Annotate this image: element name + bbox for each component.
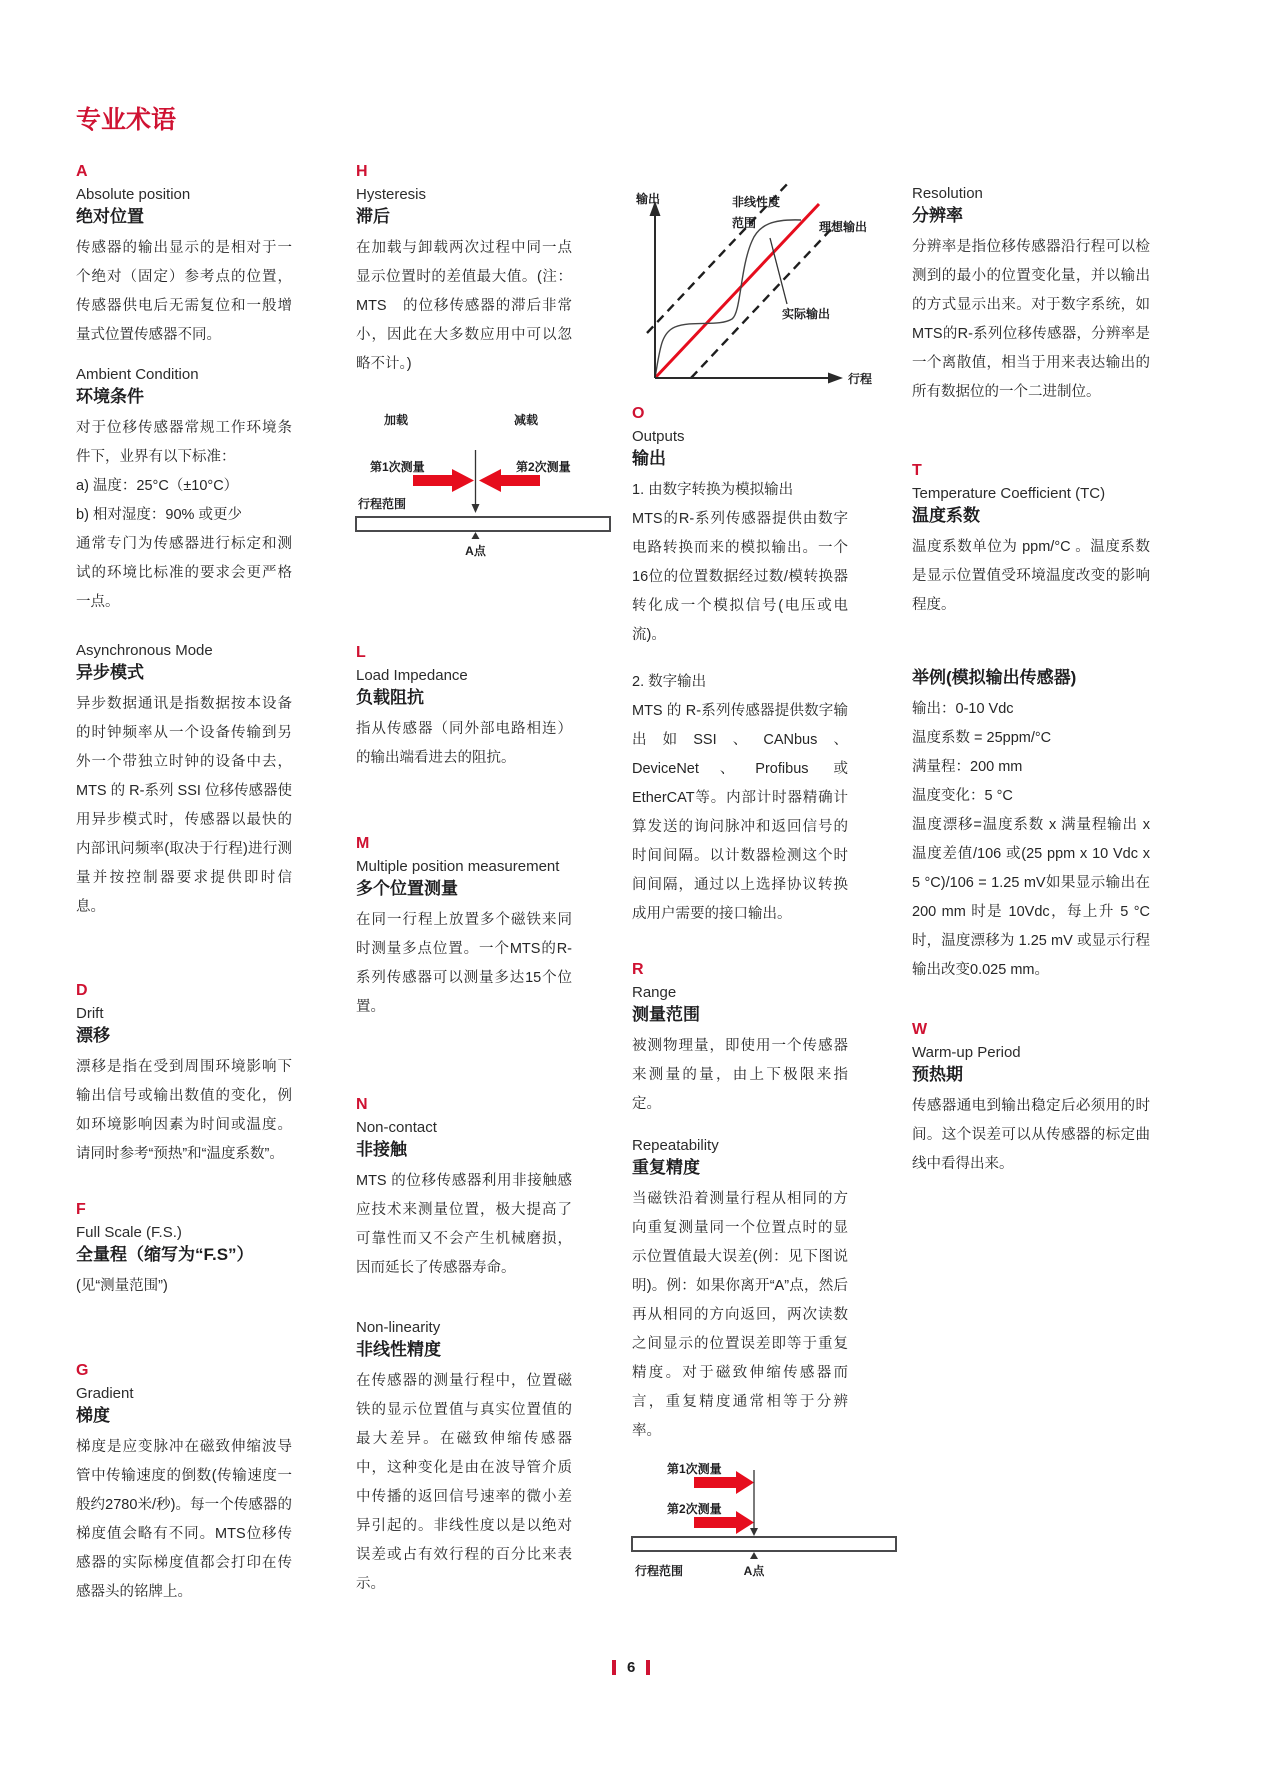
non-linearity-chart (634, 156, 888, 400)
point-a-label: A点 (743, 1564, 765, 1578)
footer-bar-icon (612, 1660, 616, 1675)
paragraph: 梯度是应变脉冲在磁致伸缩波导管中传输速度的倒数(传输速度一般约2780米/秒)。每一个传感器的梯度值会略有不同。MTS位移传感器的实际梯度值都会打印在传感器头的铭牌上。 (76, 1439, 292, 1600)
paragraph: 分辨率是指位移传感器沿行程可以检测到的最小的位置变化量，并以输出的方式显示出来。对于数字系统，如 MTS的R-系列位移传感器，分辨率是一个离散值，相当于用来表达输出的所有数据位的一个二进制位。 (912, 239, 1150, 400)
term-en: Multiple position measurement (356, 858, 560, 875)
index-letter: M (356, 835, 370, 852)
point-a-label: A点 (465, 544, 486, 558)
index-letter: R (632, 961, 644, 978)
paragraph: 温度系数单位为 ppm/°C 。温度系数是显示位置值受环境温度改变的影响程度。 (912, 539, 1150, 613)
section-full-scale (76, 1201, 292, 1301)
section-load-impedance (356, 644, 572, 773)
paragraph: 满量程：200 mm (912, 759, 1023, 775)
section-hysteresis (356, 163, 572, 379)
non-linearity-chart-svg (634, 156, 888, 400)
right-arrow-icon (694, 1517, 736, 1528)
term-en: Absolute position (76, 186, 191, 203)
x-axis-label: 行程 (848, 372, 873, 386)
term-cn: 滞后 (356, 207, 390, 226)
column-2 (356, 163, 572, 1599)
term-cn: 分辨率 (912, 206, 963, 225)
page-number: 6 (627, 1659, 636, 1676)
paragraph: (见“测量范围”) (76, 1278, 168, 1294)
term-en: Drift (76, 1005, 104, 1022)
term-cn: 重复精度 (632, 1158, 700, 1177)
section-repeatability (632, 1137, 848, 1446)
section-drift (76, 982, 292, 1169)
section-gradient (76, 1362, 292, 1607)
left-arrow-icon (479, 469, 501, 492)
term-cn: 非线性精度 (356, 1340, 441, 1359)
term-en: Ambient Condition (76, 366, 199, 383)
paragraph: 在加载与卸载两次过程中同一点显示位置时的差值最大值。(注：MTS 的位移传感器的滞后非常小，因此在大多数应用中可以忽略不计。) (356, 240, 572, 372)
paragraph: 温度变化：5 °C (912, 788, 1013, 804)
footer-bar-icon (646, 1660, 650, 1675)
paragraph: a) 温度：25°C（±10°C） (76, 478, 239, 494)
paragraph: 在同一行程上放置多个磁铁来同时测量多点位置。一个MTS的R-系列传感器可以测量多达15个位置。 (356, 912, 572, 1015)
repeatability-diagram-svg (630, 1446, 900, 1584)
stroke-range-bar (356, 517, 610, 531)
index-letter: F (76, 1201, 86, 1218)
term-en: Non-contact (356, 1119, 437, 1136)
section-resolution (912, 185, 1150, 407)
page-title: 专业术语 (76, 106, 177, 134)
paragraph: 被测物理量，即使用一个传感器来测量的量，由上下极限来指定。 (632, 1038, 848, 1112)
section-non-linearity (356, 1319, 572, 1599)
section-warm-up (912, 1021, 1150, 1179)
right-arrow-icon (413, 475, 452, 486)
range-label: 行程范围 (358, 497, 407, 511)
paragraph: MTS 的 R-系列传感器提供数字输出如SSI、CANbus、DeviceNet、Profibus 或 EtherCAT等。内部计时器精确计算发送的询问脉冲和返回信号的时间间隔。以计数器检测这个时间间隔，通过以上选择协议转换成用户需要的接口输出。 (632, 703, 848, 922)
paragraph: MTS的R-系列传感器提供由数字电路转换而来的模拟输出。一个16位的位置数据经过数/模转换器转化成一个模拟信号(电压或电流)。 (632, 511, 848, 643)
left-arrow-icon (501, 475, 540, 486)
term-cn: 绝对位置 (76, 207, 144, 226)
term-cn: 多个位置测量 (356, 879, 458, 898)
term-en: Hysteresis (356, 186, 427, 203)
term-en: Non-linearity (356, 1319, 441, 1336)
hysteresis-diagram-svg (354, 396, 614, 568)
ideal-output-line (655, 204, 819, 378)
paragraph: 漂移是指在受到周围环境影响下输出信号或输出数值的变化，例如环境影响因素为时间或温度。请同时参考“预热”和“温度系数”。 (76, 1059, 292, 1162)
term-en: Warm-up Period (912, 1044, 1021, 1061)
down-arrow-icon (750, 1528, 758, 1536)
paragraph: 2. 数字输出 (632, 674, 707, 690)
index-letter: N (356, 1096, 368, 1113)
paragraph: b) 相对湿度：90% 或更少 (76, 507, 242, 523)
paragraph: 温度漂移=温度系数 x 满量程输出 x 温度差值/106 或(25 ppm x 10 Vdc x 5 °C)/106 = 1.25 mV如果显示输出在 200 mm 时是 10Vdc，每上升 5 °C 时，温度漂移为 1.25 mV 或显示行程输出改变0.025 mm。 (912, 817, 1150, 978)
index-letter: W (912, 1021, 928, 1038)
term-cn: 梯度 (76, 1406, 110, 1425)
term-cn: 漂移 (76, 1026, 110, 1045)
right-arrow-icon (736, 1471, 754, 1494)
section-asynchronous-mode (76, 642, 292, 922)
up-marker-icon (750, 1552, 758, 1559)
second-measure-label: 第2次测量 (516, 460, 571, 474)
paragraph: 输出：0-10 Vdc (912, 701, 1014, 717)
paragraph: 传感器通电到输出稳定后必须用的时间。这个误差可以从传感器的标定曲线中看得出来。 (912, 1098, 1150, 1172)
section-temperature-coefficient (912, 462, 1150, 620)
load-label: 加载 (384, 413, 409, 427)
section-outputs (632, 405, 848, 929)
term-cn: 异步模式 (76, 663, 144, 682)
term-cn: 负载阻抗 (356, 688, 424, 707)
right-arrow-icon (452, 469, 474, 492)
lower-band-dashed-line (691, 225, 835, 378)
section-multiple-position (356, 835, 572, 1022)
up-marker-icon (472, 532, 480, 539)
paragraph: 异步数据通讯是指数据按本设备的时钟频率从一个设备传输到另外一个带独立时钟的设备中去，MTS 的 R-系列 SSI 位移传感器使用异步模式时，传感器以最快的内部讯问频率(取决于行程)进行测量并按控制器要求提供即时信息。 (76, 696, 292, 915)
term-en: Gradient (76, 1385, 134, 1402)
term-cn: 预热期 (912, 1065, 963, 1084)
stroke-range-bar (632, 1537, 896, 1551)
paragraph: 指从传感器（同外部电路相连）的输出端看进去的阻抗。 (356, 721, 572, 766)
term-en: Repeatability (632, 1137, 719, 1154)
column-4 (912, 185, 1150, 1179)
section-non-contact (356, 1096, 572, 1283)
paragraph: 对于位移传感器常规工作环境条件下，业界有以下标准： (76, 420, 292, 465)
paragraph: MTS 的位移传感器利用非接触感应技术来测量位置，极大提高了可靠性而又不会产生机械磨损，因而延长了传感器寿命。 (356, 1173, 572, 1276)
index-letter: O (632, 405, 645, 422)
second-measure-label: 第2次测量 (667, 1502, 722, 1516)
page-footer (612, 1659, 650, 1676)
term-en: Outputs (632, 428, 685, 445)
paragraph: 当磁铁沿着测量行程从相同的方向重复测量同一个位置点时的显示位置值最大误差(例：见下图说明)。例：如果你离开“A”点，然后再从相同的方向返回，两次读数之间显示的位置误差即等于重复精度。对于磁致伸缩传感器而言，重复精度通常相等于分辨率。 (632, 1191, 848, 1439)
term-en: Resolution (912, 185, 983, 202)
term-cn: 环境条件 (76, 387, 144, 406)
section-absolute-position (76, 163, 292, 350)
term-cn: 温度系数 (912, 506, 980, 525)
term-cn: 非接触 (356, 1140, 407, 1159)
section-example (912, 668, 1150, 985)
first-measure-label: 第1次测量 (667, 1462, 722, 1476)
index-letter: L (356, 644, 366, 661)
down-arrow-icon (472, 504, 480, 513)
index-letter: H (356, 163, 368, 180)
paragraph: 温度系数 = 25ppm/°C (912, 730, 1052, 746)
term-en: Asynchronous Mode (76, 642, 213, 659)
term-cn: 举例(模拟输出传感器) (912, 668, 1077, 687)
paragraph: 通常专门为传感器进行标定和测试的环境比标准的要求会更严格一点。 (76, 536, 292, 610)
term-en: Temperature Coefficient (TC) (912, 485, 1106, 502)
term-en: Full Scale (F.S.) (76, 1224, 182, 1241)
section-ambient-condition (76, 366, 292, 617)
index-letter: A (76, 163, 88, 180)
paragraph: 1. 由数字转换为模拟输出 (632, 482, 794, 498)
hysteresis-diagram (354, 396, 614, 568)
index-letter: G (76, 1362, 89, 1379)
term-en: Load Impedance (356, 667, 468, 684)
index-letter: T (912, 462, 922, 479)
term-cn: 测量范围 (632, 1005, 700, 1024)
index-letter: D (76, 982, 88, 999)
unload-label: 减载 (514, 413, 539, 427)
y-axis-label: 输出 (636, 192, 661, 206)
paragraph: 在传感器的测量行程中，位置磁铁的显示位置值与真实位置值的最大差异。在磁致伸缩传感器中，这种变化是由在波导管介质中传播的返回信号速率的微小差异引起的。非线性度以是以绝对误差或占有效行程的百分比来表示。 (356, 1373, 572, 1592)
actual-output-label: 实际输出 (782, 307, 831, 321)
x-axis-arrow-icon (828, 373, 843, 384)
paragraph: 传感器的输出显示的是相对于一个绝对（固定）参考点的位置，传感器供电后无需复位和一般增量式位置传感器不同。 (76, 240, 292, 343)
term-cn: 全量程（缩写为“F.S”） (76, 1245, 254, 1264)
band-label-line2: 范围 (732, 216, 757, 230)
range-label: 行程范围 (635, 1564, 684, 1578)
repeatability-diagram (630, 1446, 900, 1584)
column-3 (632, 405, 848, 1446)
term-cn: 输出 (632, 449, 666, 468)
ideal-output-label: 理想输出 (819, 220, 868, 234)
column-1 (76, 106, 292, 1607)
right-arrow-icon (694, 1477, 736, 1488)
band-label-line1: 非线性度 (732, 195, 781, 209)
term-en: Range (632, 984, 677, 1001)
section-range (632, 961, 848, 1119)
first-measure-label: 第1次测量 (370, 460, 425, 474)
